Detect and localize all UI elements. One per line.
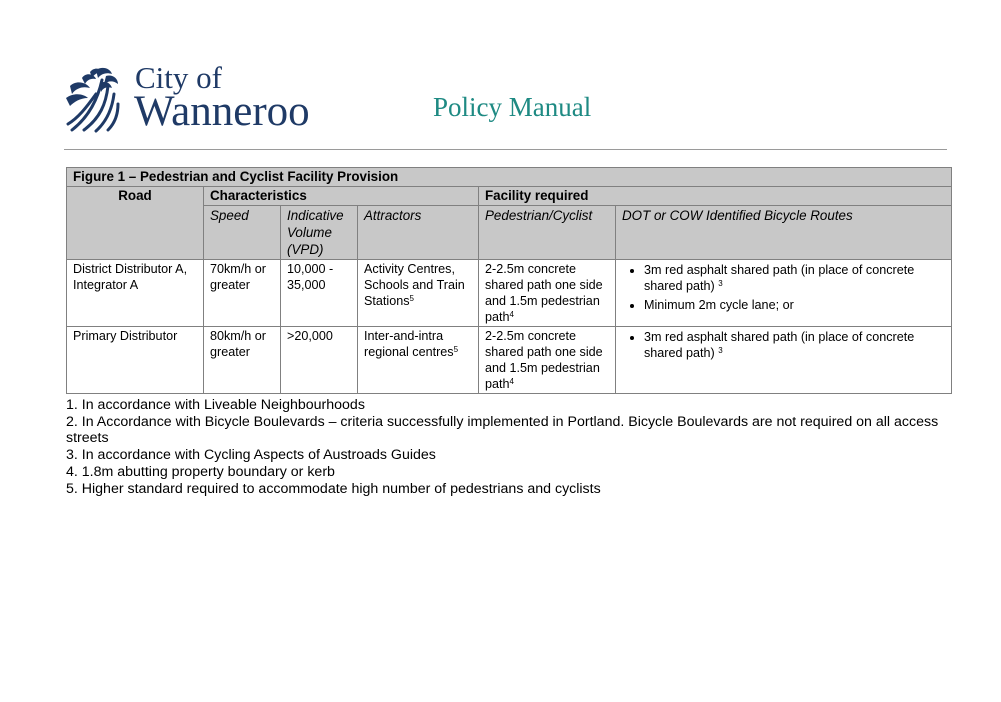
- cell-volume: 10,000 - 35,000: [281, 260, 358, 327]
- header-volume: Indicative Volume (VPD): [281, 206, 358, 260]
- footnote: 3. In accordance with Cycling Aspects of Austroads Guides: [66, 447, 436, 464]
- cell-attractors: [358, 327, 479, 394]
- footnote-ref: 5: [409, 294, 414, 303]
- table-header-row: [67, 187, 952, 206]
- document-title: Policy Manual: [433, 92, 592, 122]
- table-row: [67, 327, 952, 394]
- routes-list: [622, 262, 945, 313]
- cell-speed: 70km/h or greater: [204, 260, 281, 327]
- list-item: [644, 297, 945, 313]
- route-text: 3m red asphalt shared path (in place of concrete shared path): [644, 330, 915, 360]
- cell-bicycle-routes: [616, 327, 952, 394]
- cell-volume: >20,000: [281, 327, 358, 394]
- logo-city-of: City of: [135, 60, 222, 95]
- header-characteristics: Characteristics: [204, 187, 479, 206]
- cell-pedestrian-cyclist: [479, 260, 616, 327]
- table-caption-row: [67, 168, 952, 187]
- footnotes: [66, 397, 946, 497]
- footnote-ref: 4: [509, 310, 514, 319]
- footnote: 5. Higher standard required to accommodate high number of pedestrians and cyclists: [66, 480, 601, 497]
- table-row: [67, 260, 952, 327]
- list-item: [644, 262, 945, 294]
- facility-provision-table: [66, 167, 952, 394]
- footnote-ref: 5: [453, 345, 459, 354]
- route-text: Minimum 2m cycle lane; or: [644, 298, 794, 312]
- header-attractors: Attractors: [358, 206, 479, 260]
- pedestrian-text: 2-2.5m concrete shared path one side and 1.5m pedestrian path: [485, 262, 603, 324]
- cell-pedestrian-cyclist: [479, 327, 616, 394]
- table-caption: Figure 1 – Pedestrian and Cyclist Facility Provision: [67, 168, 952, 187]
- cell-bicycle-routes: [616, 260, 952, 327]
- header-bicycle-routes: DOT or COW Identified Bicycle Routes: [616, 206, 952, 260]
- attractors-text: Inter-and-intra regional centres: [364, 329, 454, 359]
- footnote-ref: 3: [718, 346, 723, 355]
- header-pedestrian-cyclist: Pedestrian/Cyclist: [479, 206, 616, 260]
- city-logo: [66, 60, 316, 135]
- header-facility-required: Facility required: [479, 187, 952, 206]
- pedestrian-text: 2-2.5m concrete shared path one side and 1.5m pedestrian path: [485, 329, 603, 391]
- logo-wanneroo: Wanneroo: [134, 88, 310, 135]
- cell-speed: 80km/h or greater: [204, 327, 281, 394]
- header-speed: Speed: [204, 206, 281, 260]
- footnote-ref: 3: [718, 279, 723, 288]
- cell-road: District Distributor A, Integrator A: [67, 260, 204, 327]
- footnote: 1. In accordance with Liveable Neighbourhoods: [66, 397, 365, 413]
- header-road: Road: [67, 187, 204, 260]
- route-text: 3m red asphalt shared path (in place of concrete shared path): [644, 263, 915, 293]
- header-divider: [64, 149, 947, 150]
- banksia-emblem-icon: [66, 64, 128, 134]
- cell-road: Primary Distributor: [67, 327, 204, 394]
- footnote: 4. 1.8m abutting property boundary or kerb: [66, 463, 335, 480]
- attractors-text: Activity Centres, Schools and Train Stations: [364, 262, 465, 308]
- routes-list: [622, 329, 945, 361]
- footnote-ref: 4: [509, 377, 514, 386]
- list-item: [644, 329, 945, 361]
- footnote: 2. In Accordance with Bicycle Boulevards – criteria successfully implemented in Portland. Bicycle Boulevards are not required on all access streets: [66, 413, 939, 447]
- cell-attractors: [358, 260, 479, 327]
